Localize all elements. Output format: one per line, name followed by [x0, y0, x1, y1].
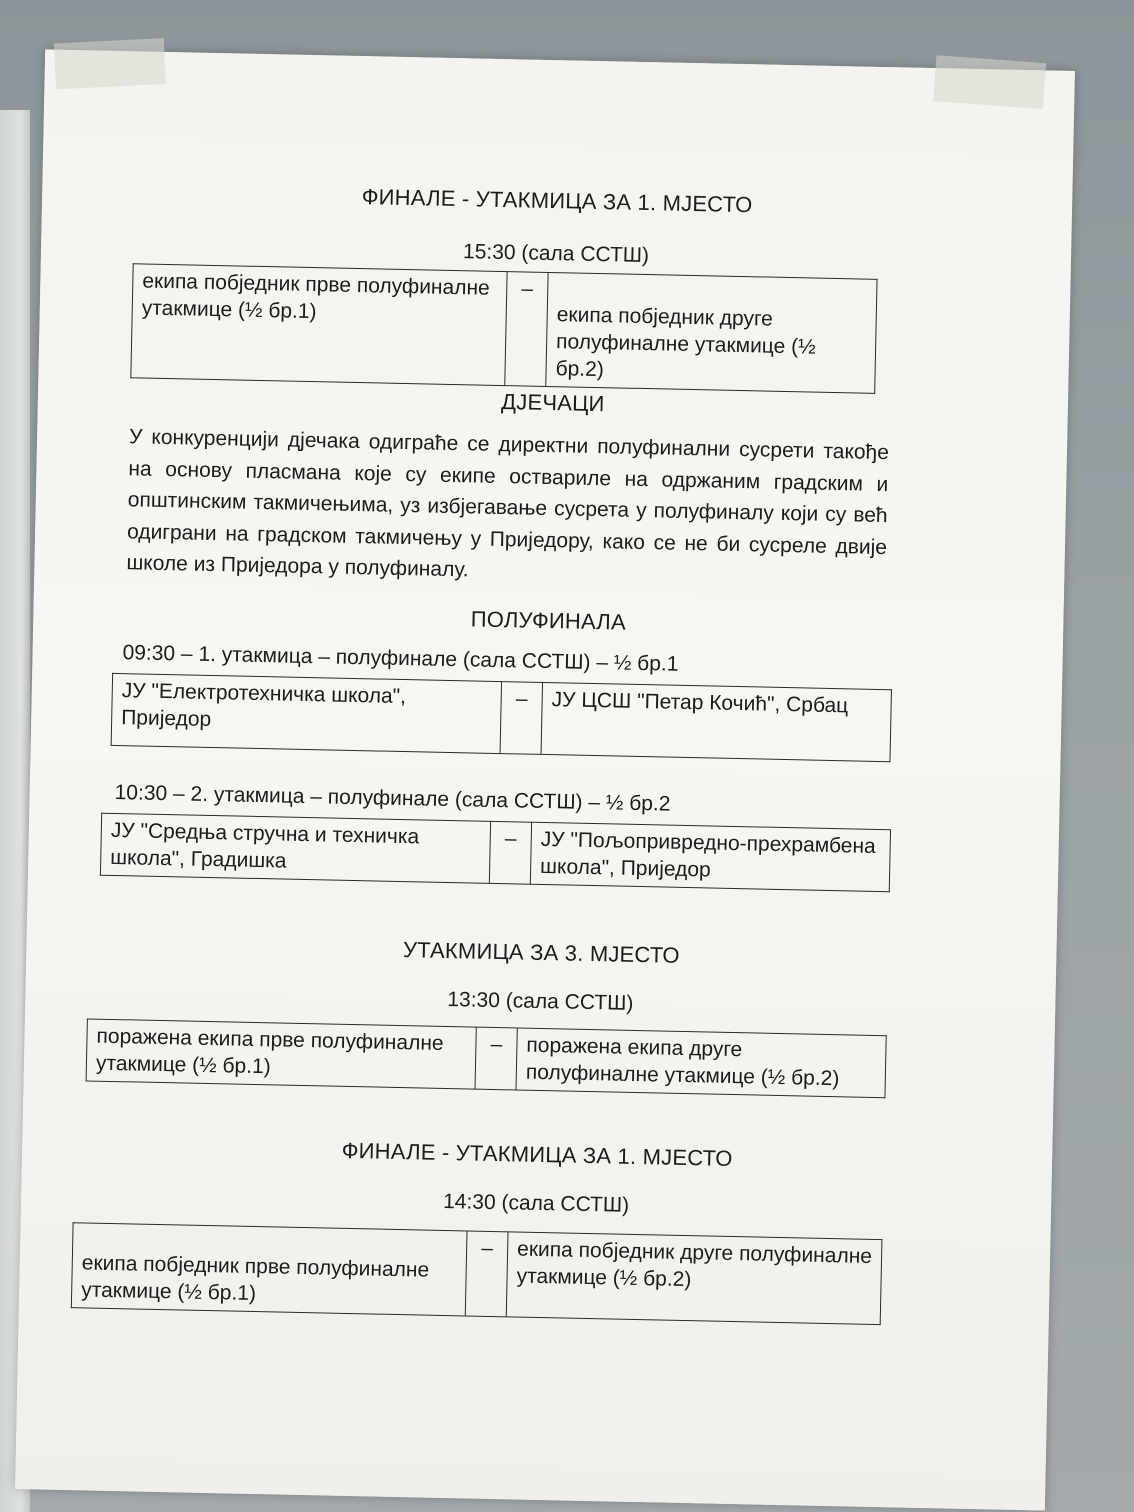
- final-boys-table: [71, 1222, 883, 1325]
- final-girls-dash: –: [505, 272, 548, 387]
- semifinals-title: ПОЛУФИНАЛА: [470, 606, 627, 635]
- final-boys-team2: екипа побједник друге полуфиналне утакмице (½ бр.2): [506, 1232, 882, 1325]
- semifinal2-table: [100, 813, 891, 893]
- semifinal2-line: 10:30 – 2. утакмица – полуфинале (сала ССТШ) – ½ бр.2: [114, 780, 671, 816]
- third-place-team1: поражена екипа прве полуфиналне утакмице (½ бр.1): [86, 1019, 476, 1089]
- final-boys-time: 14:30 (сала ССТШ): [442, 1189, 630, 1217]
- final-girls-title: ФИНАЛЕ - УТАКМИЦА ЗА 1. МЈЕСТО: [361, 184, 753, 218]
- semifinal2-dash: –: [489, 821, 531, 884]
- third-place-title: УТАКМИЦА ЗА 3. МЈЕСТО: [402, 937, 681, 968]
- semifinal2-team1: ЈУ "Средња стручна и техничка школа", Градишка: [100, 813, 490, 883]
- final-girls-team1: екипа побједник прве полуфиналне утакмице (½ бр.1): [131, 264, 507, 386]
- final-girls-table: [130, 263, 877, 394]
- third-place-table: [86, 1018, 887, 1098]
- tape-left: [54, 38, 166, 89]
- boys-paragraph: У конкуренцији дјечака одиграће се директни полуфинални сусрети такође на основу пласмана које су екипе оствариле на одржаним градским и општинским такмичењима, уз избјегавање сусрета у полуфиналу који су већ одиграни на градском такмичењу у Приједору, како се не би сусреле двије школе из Приједора у полуфиналу.: [126, 425, 890, 582]
- semifinal1-dash: –: [500, 682, 542, 755]
- third-place-team2: поражена екипа друге полуфиналне утакмице (½ бр.2): [516, 1028, 886, 1098]
- final-boys-title: ФИНАЛЕ - УТАКМИЦА ЗА 1. МЈЕСТО: [341, 1137, 733, 1172]
- boys-title: ДЈЕЧАЦИ: [500, 389, 605, 417]
- semifinal2-team2: ЈУ "Пољопривредно-прехрамбена школа", Приједор: [530, 822, 890, 892]
- third-place-time: 13:30 (сала ССТШ): [447, 988, 634, 1015]
- final-girls-time: 15:30 (сала ССТШ): [462, 240, 650, 268]
- semifinal1-team1: ЈУ "Електротехничка школа", Приједор: [111, 673, 501, 753]
- semifinal1-team2: ЈУ ЦСШ "Петар Кочић", Србац: [541, 682, 891, 761]
- final-girls-team2: екипа побједник друге полуфиналне утакмице (½ бр.2): [546, 272, 877, 393]
- final-boys-team1: екипа побједник прве полуфиналне утакмице (½ бр.1): [71, 1223, 467, 1316]
- final-boys-dash: –: [465, 1231, 508, 1317]
- semifinal1-table: [111, 673, 892, 762]
- notice-paper: [15, 49, 1075, 1510]
- tape-right: [933, 55, 1046, 109]
- third-place-dash: –: [475, 1027, 517, 1090]
- semifinal1-line: 09:30 – 1. утакмица – полуфинале (сала ССТШ) – ½ бр.1: [122, 641, 679, 676]
